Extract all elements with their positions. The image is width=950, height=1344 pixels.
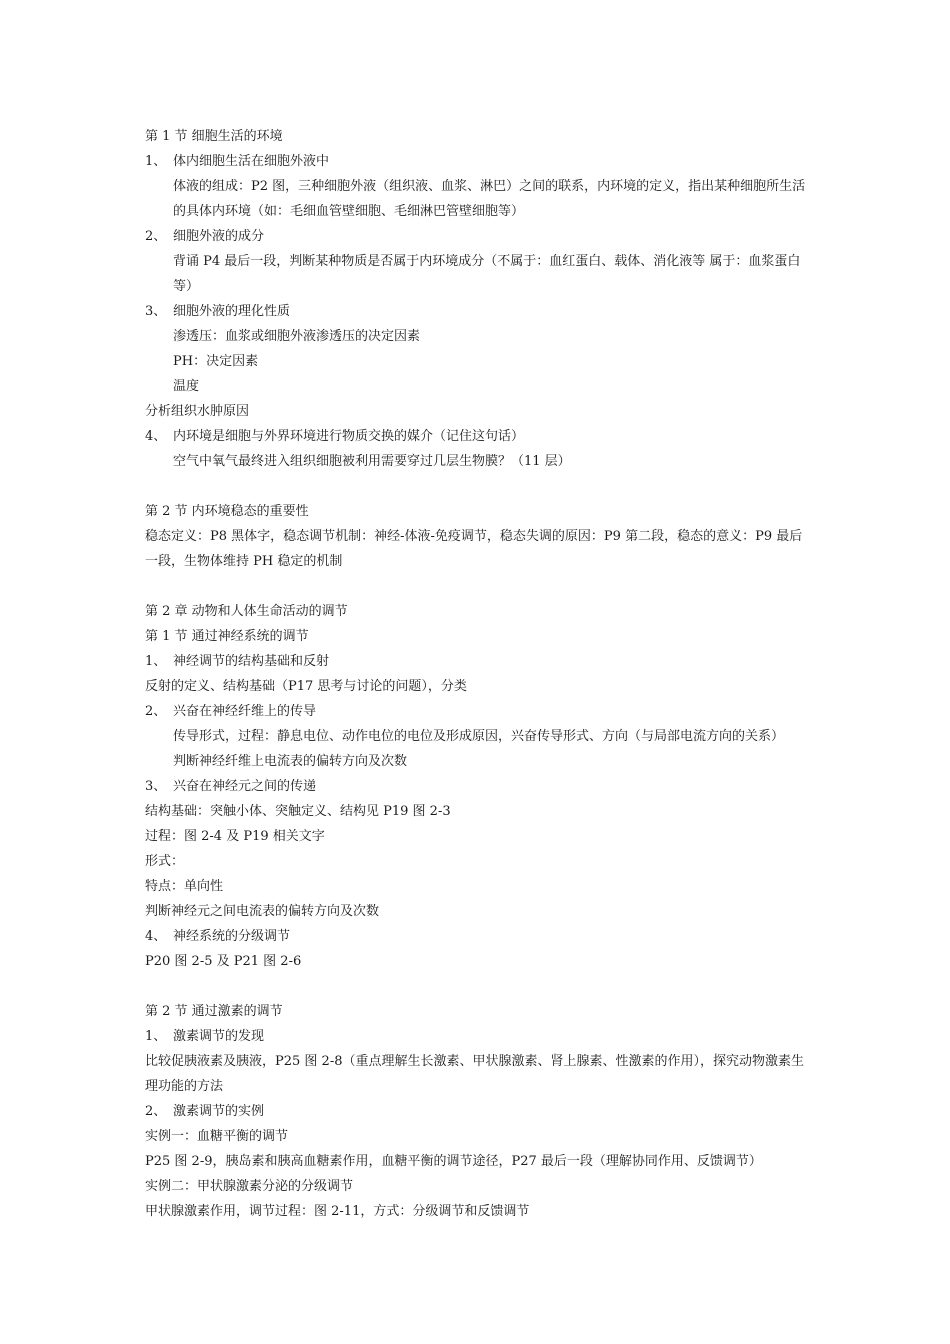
document-body: [145, 124, 815, 1224]
section-title: 第 2 节 通过激素的调节: [145, 1004, 283, 1019]
paragraph: 特点：单向性: [145, 879, 224, 894]
list-item: [145, 149, 815, 174]
list-item: [145, 424, 815, 449]
paragraph: 形式：: [145, 854, 185, 869]
list-item: [145, 1099, 815, 1124]
item-text: 细胞外液的理化性质: [173, 304, 291, 319]
paragraph: 稳态定义：P8 黑体字，稳态调节机制：神经-体液-免疫调节，稳态失调的原因：P9 第二段，稳态的意义：P9 最后一段，生物体维持 PH 稳定的机制: [145, 529, 803, 569]
list-item: [145, 224, 815, 249]
paragraph: 比较促胰液素及胰液，P25 图 2-8（重点理解生长激素、甲状腺激素、肾上腺素、性激素的作用），探究动物激素生理功能的方法: [145, 1054, 804, 1094]
paragraph: 空气中氧气最终进入组织细胞被利用需要穿过几层生物膜？（11 层）: [173, 454, 571, 469]
section-title: 第 1 节 通过神经系统的调节: [145, 629, 309, 644]
paragraph: 判断神经元之间电流表的偏转方向及次数: [145, 904, 380, 919]
item-number: 1、: [145, 1029, 167, 1044]
item-number: 2、: [145, 704, 167, 719]
item-number: 3、: [145, 779, 167, 794]
chapter-title: 第 2 章 动物和人体生命活动的调节: [145, 604, 348, 619]
section-title: 第 1 节 细胞生活的环境: [145, 129, 283, 144]
item-number: 2、: [145, 229, 167, 244]
item-number: 3、: [145, 304, 167, 319]
item-text: 激素调节的实例: [173, 1104, 265, 1119]
spacer: [145, 574, 815, 599]
item-text: 兴奋在神经元之间的传递: [173, 779, 317, 794]
list-item: [145, 299, 815, 324]
paragraph: 结构基础：突触小体、突触定义、结构见 P19 图 2-3: [145, 804, 451, 819]
item-text: 细胞外液的成分: [173, 229, 265, 244]
paragraph: 分析组织水肿原因: [145, 404, 250, 419]
item-number: 2、: [145, 1104, 167, 1119]
list-item: [145, 699, 815, 724]
list-item: [145, 924, 815, 949]
item-text: 神经调节的结构基础和反射: [173, 654, 330, 669]
paragraph: 体液的组成：P2 图，三种细胞外液（组织液、血浆、淋巴）之间的联系，内环境的定义，指出某种细胞所生活的具体内环境（如：毛细血管壁细胞、毛细淋巴管壁细胞等）: [173, 179, 806, 219]
paragraph: 温度: [173, 379, 200, 394]
paragraph: 传导形式，过程：静息电位、动作电位的电位及形成原因，兴奋传导形式、方向（与局部电流方向的关系）: [173, 729, 785, 744]
item-text: 兴奋在神经纤维上的传导: [173, 704, 317, 719]
item-number: 1、: [145, 654, 167, 669]
item-text: 体内细胞生活在细胞外液中: [173, 154, 330, 169]
paragraph: 渗透压：血浆或细胞外液渗透压的决定因素: [173, 329, 421, 344]
paragraph: 实例一：血糖平衡的调节: [145, 1129, 289, 1144]
paragraph: 反射的定义、结构基础（P17 思考与讨论的问题），分类: [145, 679, 467, 694]
item-text: 激素调节的发现: [173, 1029, 265, 1044]
paragraph: P25 图 2-9，胰岛素和胰高血糖素作用，血糖平衡的调节途径，P27 最后一段（理解协同作用、反馈调节）: [145, 1154, 762, 1169]
spacer: [145, 474, 815, 499]
paragraph: 甲状腺激素作用，调节过程：图 2-11，方式：分级调节和反馈调节: [145, 1204, 530, 1219]
item-text: 内环境是细胞与外界环境进行物质交换的媒介（记住这句话）: [173, 429, 525, 444]
list-item: [145, 649, 815, 674]
paragraph: PH：决定因素: [173, 354, 259, 369]
paragraph: 过程：图 2-4 及 P19 相关文字: [145, 829, 325, 844]
paragraph: P20 图 2-5 及 P21 图 2-6: [145, 954, 302, 969]
item-text: 神经系统的分级调节: [173, 929, 291, 944]
section-title: 第 2 节 内环境稳态的重要性: [145, 504, 309, 519]
item-number: 4、: [145, 429, 167, 444]
list-item: [145, 1024, 815, 1049]
paragraph: 背诵 P4 最后一段，判断某种物质是否属于内环境成分（不属于：血红蛋白、载体、消化液等 属于：血浆蛋白等）: [173, 254, 801, 294]
paragraph: 实例二：甲状腺激素分泌的分级调节: [145, 1179, 354, 1194]
list-item: [145, 774, 815, 799]
spacer: [145, 974, 815, 999]
item-number: 1、: [145, 154, 167, 169]
paragraph: 判断神经纤维上电流表的偏转方向及次数: [173, 754, 408, 769]
item-number: 4、: [145, 929, 167, 944]
